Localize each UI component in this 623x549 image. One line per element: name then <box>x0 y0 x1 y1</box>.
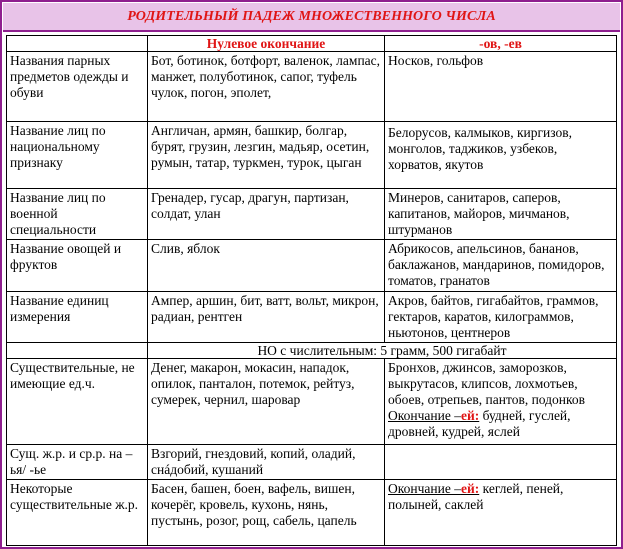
ending-words: кеглей, пеней, полыней, саклей <box>388 481 564 512</box>
row-category: Сущ. ж.р. и ср.р. на –ья/ -ье <box>7 445 148 480</box>
header-cell-ov-ending: -ов, -ев <box>385 36 617 52</box>
table-row <box>7 52 617 122</box>
ov-word-list: Бронхов, джинсов, заморозков, выкрутасов, клипсов, лохмотьев, обоев, отрепьев, пантов, подонков <box>388 360 585 407</box>
table-row <box>7 445 617 480</box>
row-zero-ending: Бот, ботинок, ботфорт, валенок, лампас, манжет, полуботинок, сапог, туфель чулок, погон, эполет, <box>148 52 385 122</box>
ending-suffix: ей: <box>460 481 480 496</box>
ending-words: будней, гуслей, дровней, кудрей, яслей <box>388 408 571 439</box>
note-row-empty-cell <box>7 343 148 359</box>
row-ov-ending <box>385 480 617 546</box>
table-row <box>7 240 617 292</box>
row-category: Название овощей и фруктов <box>7 240 148 292</box>
note-row-text: НО с числительным: 5 грамм, 500 гигабайт <box>148 343 617 359</box>
table-row <box>7 359 617 445</box>
row-category: Название лиц по национальному признаку <box>7 122 148 189</box>
table-row <box>7 189 617 240</box>
table-header-row <box>7 36 617 52</box>
grammar-table <box>6 35 617 546</box>
ending-label: Окончание –ей: <box>388 481 480 496</box>
row-zero-ending: Взгорий, гнездовий, копий, оладий, снáдобий, кушаний <box>148 445 385 480</box>
ending-suffix: ей: <box>460 408 480 423</box>
header-cell-zero-ending: Нулевое окончание <box>148 36 385 52</box>
row-ov-ending: Акров, байтов, гигабайтов, граммов, гектаров, каратов, килограммов, ньютонов, центнеров <box>385 292 617 343</box>
header-cell-category <box>7 36 148 52</box>
row-ov-ending: Белорусов, калмыков, киргизов, монголов, таджиков, узбеков, хорватов, якутов <box>385 122 617 189</box>
row-zero-ending: Слив, яблок <box>148 240 385 292</box>
row-category: Название единиц измерения <box>7 292 148 343</box>
row-ov-ending: Абрикосов, апельсинов, бананов, баклажанов, мандаринов, помидоров, томатов, гранатов <box>385 240 617 292</box>
row-zero-ending: Басен, башен, боен, вафель, вишен, кочерёг, кровель, кухонь, нянь, пустынь, розог, рощ, сабель, цапель <box>148 480 385 546</box>
row-category: Названия парных предметов одежды и обуви <box>7 52 148 122</box>
row-ov-ending <box>385 445 617 480</box>
title-bar <box>3 3 620 32</box>
table-row <box>7 122 617 189</box>
table-row <box>7 480 617 546</box>
row-ov-ending <box>385 359 617 445</box>
row-zero-ending: Ампер, аршин, бит, ватт, вольт, микрон, радиан, рентген <box>148 292 385 343</box>
row-zero-ending: Англичан, армян, башкир, болгар, бурят, грузин, лезгин, мадьяр, осетин, румын, татар, туркмен, турок, цыган <box>148 122 385 189</box>
row-category: Название лиц по военной специальности <box>7 189 148 240</box>
row-category: Некоторые существительные ж.р. <box>7 480 148 546</box>
ending-label: Окончание –ей: <box>388 408 480 423</box>
row-ov-ending: Носков, гольфов <box>385 52 617 122</box>
row-category: Существительные, не имеющие ед.ч. <box>7 359 148 445</box>
note-row <box>7 343 617 359</box>
page-title: РОДИТЕЛЬНЫЙ ПАДЕЖ МНОЖЕСТВЕННОГО ЧИСЛА <box>127 8 496 24</box>
row-zero-ending: Денег, макарон, мокасин, нападок, опилок, панталон, потемок, рейтуз, сумерек, чернил, шаровар <box>148 359 385 445</box>
row-ov-ending: Минеров, санитаров, саперов, капитанов, майоров, мичманов, штурманов <box>385 189 617 240</box>
table-row <box>7 292 617 343</box>
row-zero-ending: Гренадер, гусар, драгун, партизан, солдат, улан <box>148 189 385 240</box>
